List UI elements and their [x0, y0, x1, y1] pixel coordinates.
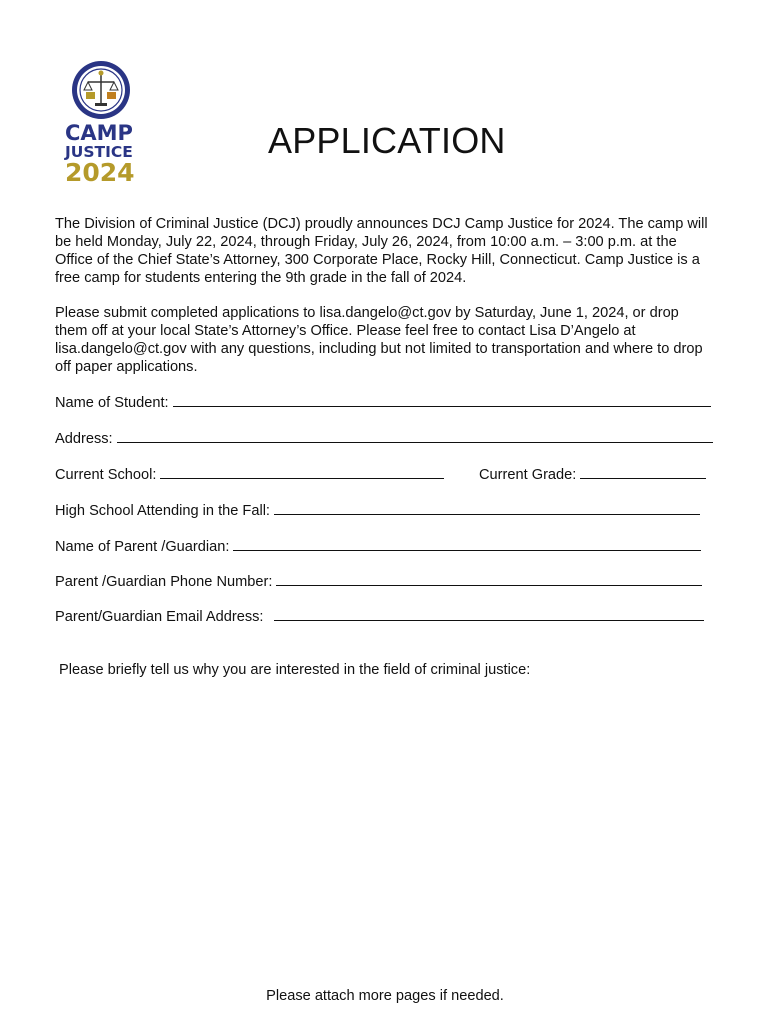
camp-justice-logo: [62, 60, 148, 184]
intro-paragraph-1: The Division of Criminal Justice (DCJ) proudly announces DCJ Camp Justice for 2024. The camp will be held Monday, July 22, 2024, through Friday, July 26, 2024, from 10:00 a.m. – 3:00 p.m. at the Office of the Chief State’s Attorney, 300 Corporate Place, Rocky Hill, Connecticut. Camp Justice is a free camp for students entering the 9th grade in the fall of 2024.: [55, 216, 708, 286]
logo-word-year: 2024: [65, 158, 135, 184]
attach-pages-note: Please attach more pages if needed.: [266, 988, 504, 1004]
high-school-field[interactable]: [274, 502, 700, 515]
logo-word-justice: JUSTICE: [65, 143, 133, 161]
dcj-seal-icon: [72, 61, 130, 119]
address-field[interactable]: [117, 430, 713, 443]
current-grade-row: [479, 466, 706, 484]
current-grade-label: Current Grade:: [479, 467, 577, 483]
logo-word-camp: CAMP: [65, 121, 133, 145]
parent-name-label: Name of Parent /Guardian:: [55, 539, 230, 555]
address-row: [55, 430, 713, 448]
parent-name-field[interactable]: [233, 538, 701, 551]
parent-phone-field[interactable]: [276, 573, 702, 586]
student-name-label: Name of Student:: [55, 395, 169, 411]
interest-answer-area[interactable]: [55, 690, 715, 970]
parent-email-label: Parent/Guardian Email Address:: [55, 609, 264, 625]
current-school-label: Current School:: [55, 467, 157, 483]
intro-paragraph-2: Please submit completed applications to lisa.dangelo@ct.gov by Saturday, June 1, 2024, or drop them off at your local State’s Attorney’s Office. Please feel free to contact Lisa D’Angelo at lisa.dangelo@ct.gov with any questions, including but not limited to transportation and where to drop off paper applications.: [55, 305, 703, 375]
address-label: Address:: [55, 431, 113, 447]
parent-email-row: [55, 608, 704, 626]
parent-phone-row: [55, 573, 702, 591]
high-school-label: High School Attending in the Fall:: [55, 503, 270, 519]
high-school-row: [55, 502, 700, 520]
current-grade-field[interactable]: [580, 466, 706, 479]
page-title: APPLICATION: [268, 120, 506, 161]
parent-name-row: [55, 538, 701, 556]
student-name-field[interactable]: [173, 394, 711, 407]
interest-question: Please briefly tell us why you are interested in the field of criminal justice:: [59, 662, 531, 678]
parent-email-field[interactable]: [274, 608, 704, 621]
current-school-field[interactable]: [160, 466, 444, 479]
student-name-row: [55, 394, 711, 412]
current-school-row: [55, 466, 444, 484]
parent-phone-label: Parent /Guardian Phone Number:: [55, 574, 273, 590]
